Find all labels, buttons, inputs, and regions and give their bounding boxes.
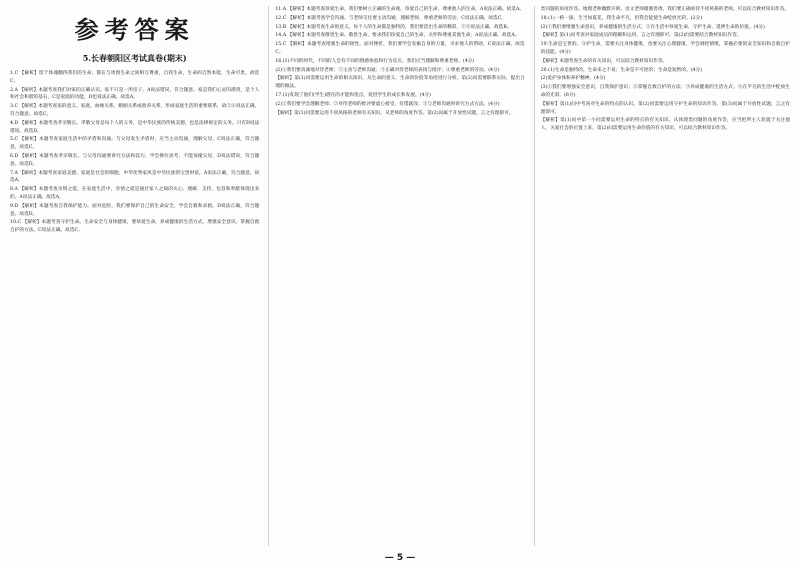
- columns-container: [10, 6, 790, 546]
- answer-paragraph: 7.A 【解析】本题考查家庭美德。家庭是社会的细胞，中华优秀家风是中华民族的宝贵财富，A说法正确，符合题意。故选A。: [10, 170, 260, 184]
- answer-paragraph: 1.C 【解析】留于体魂翻得我们的生命，都在与周围生命之间相互尊重，自我生命，生命的自然本能，生命可贵。故选C。: [10, 71, 260, 84]
- answer-paragraph: 9.D 【解析】本题考查自我保护能力。面对危险，我们要保护自己的生命安全，学会自救和求救。D说法正确，符合题意。故选D。: [10, 203, 260, 217]
- answer-paragraph: 13.B 【解析】本题考查生命的意义。每个人的生命都是独特的，我们要活出生命的精彩，②④说法正确。故选B。: [275, 24, 512, 30]
- answer-paragraph: 11.A 【解析】本题考查珍爱生命。我们要树立正确的生命观，珍爱自己的生命，尊重他人的生命，A说法正确。故选A。: [275, 7, 525, 12]
- column-middle-body: [275, 6, 524, 117]
- page-number: — 5 —: [384, 553, 416, 563]
- page-title: 参考答案: [74, 15, 195, 44]
- answer-paragraph: 18.(1)一桥一拔，生当如夏花，我生命平凡，但我会能使生命绽放光彩。(2分): [540, 15, 703, 21]
- answer-paragraph: 19.生命是宝贵的。守护生命，需要关注身体健康，也要关注心理健康，学会调控情绪，掌握必要的安全知识和自救自护的技能。(4分): [540, 42, 790, 55]
- answer-paragraph: 2.A 【解析】本题考查我们对家的正确认识。家不只是一所房子，A说法错误，符合题意。家是我们心灵的港湾，是个人和社会和谐的基石，C是家庭的功能，D也说法正确。故选A。: [10, 87, 260, 101]
- answer-paragraph: (2)①我们要学会理解老师；②对待老师的批评要虚心接受，有错就改；③与老师沟通时讲究方式方法。(4分): [275, 101, 500, 107]
- column-left: [10, 6, 259, 546]
- answer-paragraph: 【解析】第(1)问中第一小问需要运用生命的特点的有关知识，从体现类问题的角度作答，应当把所主人翁置于关注他人、关爱社会的位置上来。第(2)问需要运用生命价值的有关知识，可以结合教材知识作答。: [540, 118, 790, 132]
- answer-paragraph: (2)①我们要增强生命意识，养成健康的生活方式；②在生活中珍爱生命、守护生命、延伸生命的价值。(4分): [540, 24, 765, 30]
- answer-paragraph: 10.C 【解析】本题考查守护生命。生命安全与身体健康，要珍爱生命，养成健康的生活方式，增强安全意识，掌握自救自护的方法。C说法正确。故选C。: [10, 220, 260, 234]
- exam-subtitle: 5.长春朝阳区考试真卷(期末): [82, 53, 187, 63]
- answer-paragraph: 3.C 【解析】本题考查家的意义。家庭，血缘关系，婚姻关系或收养关系，形成家庭生活的重要联系，故②④说法正确，符合题意。故选C。: [10, 104, 260, 117]
- answer-paragraph: 6.D 【解析】本题考查孝亲敬长。与父母沟通要讲究方法和技巧，学会换位思考，不能顶撞父母，D说法错误，符合题意。故选D。: [10, 153, 260, 167]
- answer-paragraph: (3)①我们要增强安全意识，自我保护意识；②掌握自救自护的方法；③养成健康的生活方式；④在平凡的生活中绽放生命的光彩。(6分): [540, 85, 790, 98]
- answer-paragraph: (2)①我们要真诚地对待老师；②主动与老师沟通；③正确对待老师的表扬与批评；④尊重老师的劳动。(4分): [275, 67, 500, 73]
- answer-paragraph: 【解析】第(1)问需要运用不同风格的老师有关知识，从老师的角度作答。第(2)问属于开放性试题，言之有理即可。: [275, 110, 514, 116]
- answer-paragraph: 12.C 【解析】本题考查学会沟通。与老师交往要主动沟通，理解老师，尊重老师的劳动，C说法正确。故选C。: [275, 15, 506, 21]
- answer-paragraph: 20.(1)生命是独特的。生命来之不易；生命是不可逆的；生命是短暂的。(4分): [540, 67, 703, 73]
- answer-paragraph: (2)爱护身体和养护精神。(4分): [540, 76, 606, 82]
- answer-paragraph: 8.A 【解析】本题考查亲情之爱。在家庭生活中，亲情之爱是通过家人之间的关心、理解、支持、包容和奉献体现出来的，A说法正确。故选A。: [10, 187, 260, 200]
- answer-paragraph: 【解析】第(1)问考查对家庭成员的理解和运用，言之有理即可。第(2)问需要结合教材知识作答。: [540, 33, 742, 39]
- answer-paragraph: 类问题的角度作答。地理老师幽默开朗，语文老师循循善诱，我们要正确看待不同风格的老师，可以结合教材知识作答。: [540, 7, 790, 12]
- column-right-body: [541, 6, 790, 133]
- answer-paragraph: 5.C 【解析】本题考查家庭生活中的矛盾和沟通。与父母发生矛盾时，应当主动沟通，理解父母，C说法正确，符合题意。故选C。: [10, 137, 260, 151]
- answer-paragraph: 【解析】本题考查生命的有关知识，可以结合教材知识作答。: [540, 58, 668, 64]
- answer-paragraph: 15.C 【解析】本题考查增强生命的韧性。面对挫折，我们要学会发掘自身的力量，寻求他人的帮助，C说法正确。故选C。: [275, 42, 525, 55]
- answer-paragraph: 【解析】第(1)问需要运用生命的相关知识，从生命的意义、生命的价值等角度进行分析。第(2)问需要联系实际，提出合理的做法。: [275, 76, 525, 90]
- column-middle: [268, 6, 524, 546]
- answer-paragraph: 4.D 【解析】本题考查孝亲敬长。孝敬父母是每个人的义务，是中华民族的传统美德，也是法律规定的义务。只有D说法错误。故选D。: [10, 120, 260, 134]
- answer-paragraph: 14.A 【解析】本题考查敬畏生命。敬畏生命，要求我们珍爱自己的生命，关怀和尊重其他生命，A说法正确。故选A。: [275, 33, 520, 39]
- answer-paragraph: 【解析】第(1)问中考查对生命的特点的认识。第(2)问需要运用守护生命的知识作答。第(3)问属于开放性试题，言之有理即可。: [540, 101, 790, 115]
- answer-paragraph: 16.(1)不同的时代，不同的人会有不同的情感体验和行为反应，我们应当理解和尊重老师。(4分): [275, 58, 475, 64]
- answer-paragraph: 17.(1)发现了他们(学生)潜在的才能和优点，促进学生的成长和发展。(4分): [275, 92, 431, 98]
- column-right: [534, 6, 790, 546]
- column-left-body: [10, 70, 259, 235]
